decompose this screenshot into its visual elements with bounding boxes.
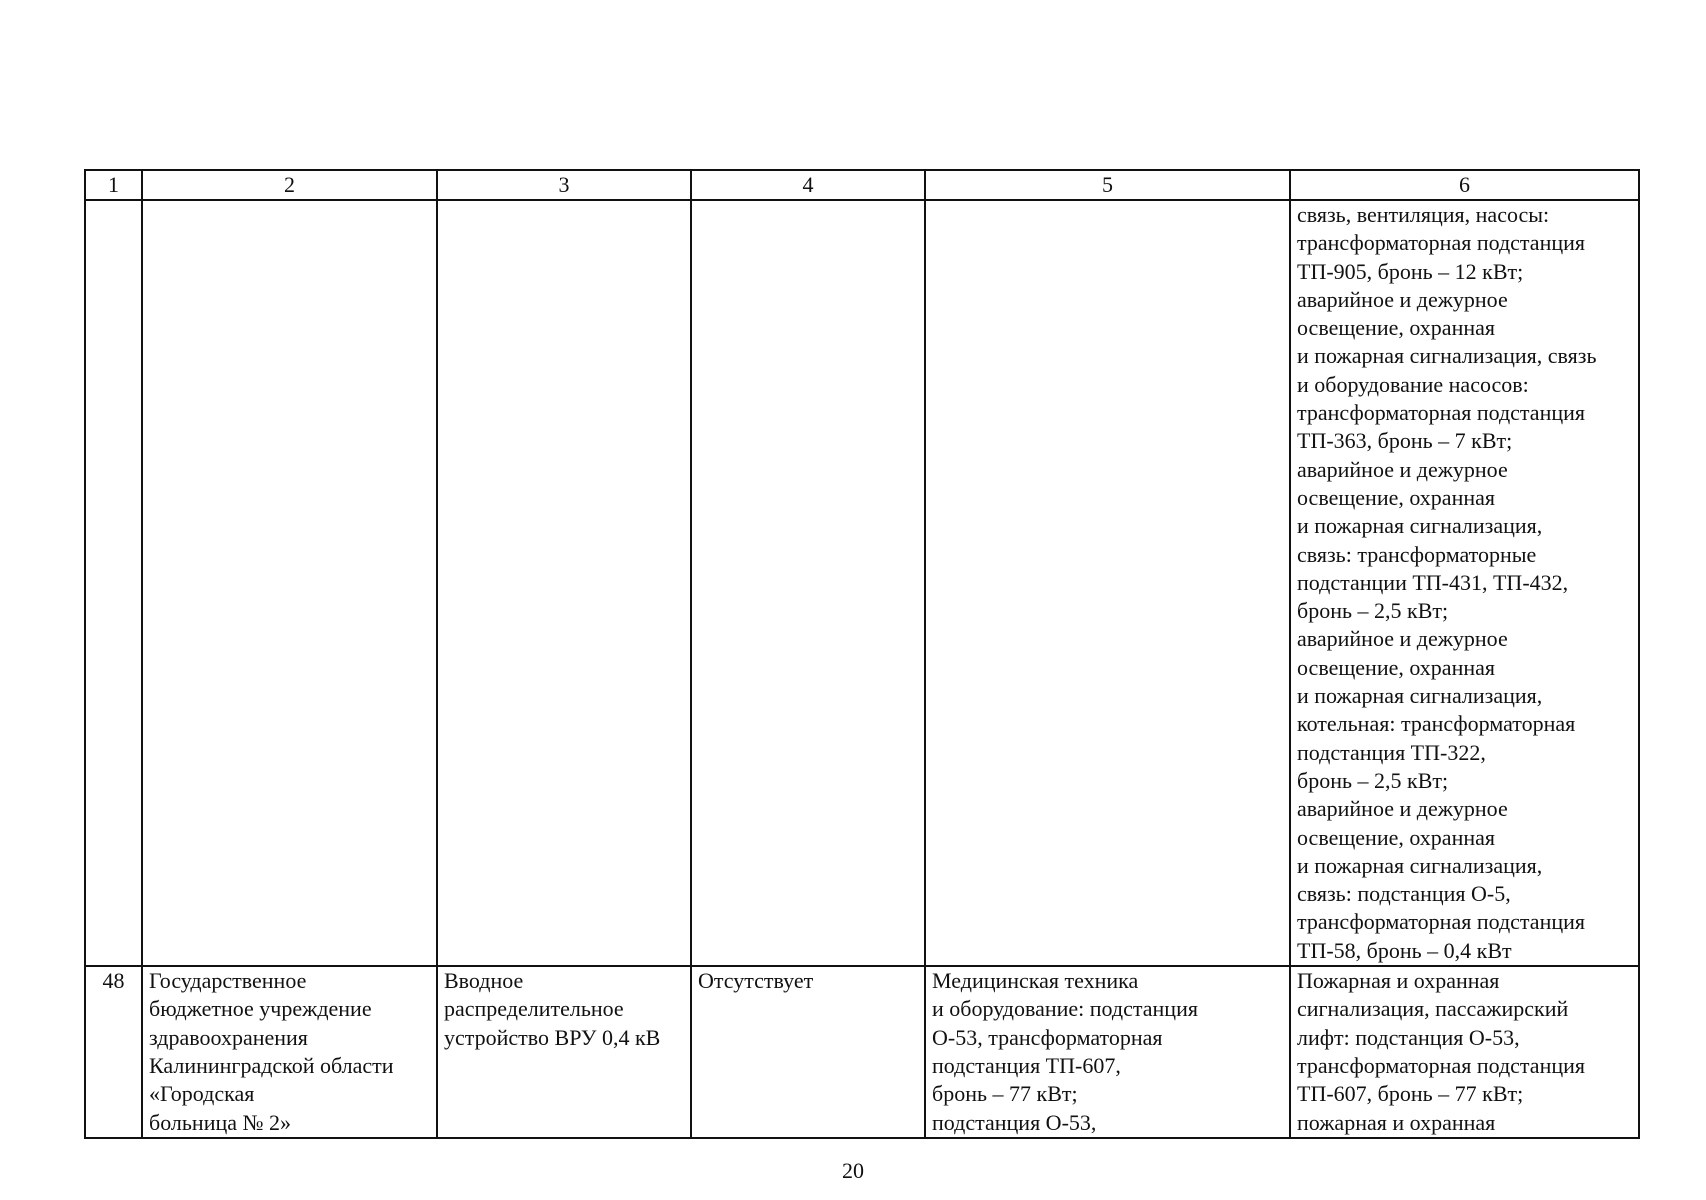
- input-device: Вводное распределительное устройство ВРУ 0,4 кВ: [437, 966, 691, 1138]
- table-row-continuation: [85, 200, 1639, 966]
- table-cell: [142, 200, 437, 966]
- page-number: 20: [842, 1158, 864, 1183]
- column-header-1: 1: [85, 170, 142, 200]
- table-cell-power-reserve: связь, вентиляция, насосы: трансформаторная подстанция ТП-905, бронь – 12 кВт; аварийное и дежурное освещение, охранная и пожарная сигнализация, связь и оборудование насосов: трансформаторная подстанция ТП-363, бронь – 7 кВт; аварийное и дежурное освещение, охранная и пожарная сигнализация, связь: трансформаторные подстанции ТП-431, ТП-432, бронь – 2,5 кВт; аварийное и дежурное освещение, охранная и пожарная сигнализация, котельная: трансформаторная подстанция ТП-322, бронь – 2,5 кВт; аварийное и дежурное освещение, охранная и пожарная сигнализация, связь: подстанция О-5, трансформаторная подстанция ТП-58, бронь – 0,4 кВт: [1290, 200, 1639, 966]
- table-cell: [437, 200, 691, 966]
- table-row-48: [85, 966, 1639, 1138]
- equipment-power: Медицинская техника и оборудование: подстанция О-53, трансформаторная подстанция ТП-607, бронь – 77 кВт; подстанция О-53,: [925, 966, 1290, 1138]
- table-cell: [691, 200, 925, 966]
- emergency-power: Пожарная и охранная сигнализация, пассажирский лифт: подстанция О-53, трансформаторная подстанция ТП-607, бронь – 77 кВт; пожарная и охранная: [1290, 966, 1639, 1138]
- column-header-6: 6: [1290, 170, 1639, 200]
- column-header-3: 3: [437, 170, 691, 200]
- column-header-4: 4: [691, 170, 925, 200]
- organization-name: Государственное бюджетное учреждение здравоохранения Калининградской области «Городская больница № 2»: [142, 966, 437, 1138]
- table-cell: [85, 200, 142, 966]
- table-header-row: [85, 170, 1639, 200]
- column-header-5: 5: [925, 170, 1290, 200]
- autonomous-source: Отсутствует: [691, 966, 925, 1138]
- table-cell: [925, 200, 1290, 966]
- row-number: 48: [85, 966, 142, 1138]
- document-table: [84, 169, 1640, 1139]
- column-header-2: 2: [142, 170, 437, 200]
